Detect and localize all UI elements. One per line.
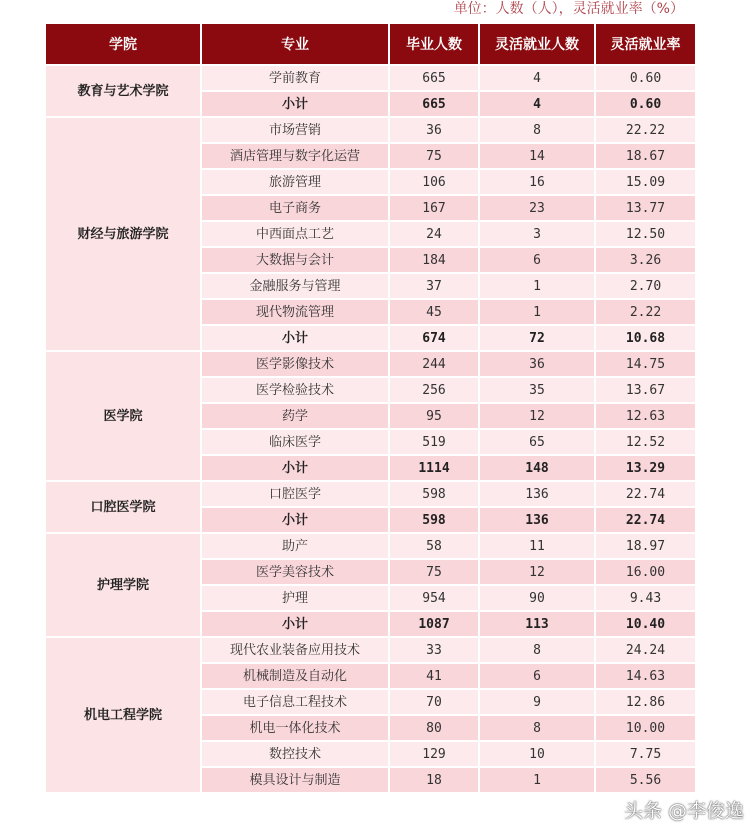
college-cell: 医学院 [46, 352, 200, 480]
flexible-count-cell: 1 [480, 768, 594, 792]
major-cell: 医学检验技术 [202, 378, 388, 402]
flexible-count-cell: 35 [480, 378, 594, 402]
header-graduates: 毕业人数 [390, 24, 478, 64]
graduates-cell: 1114 [390, 456, 478, 480]
flexible-count-cell: 6 [480, 248, 594, 272]
flexible-rate-cell: 18.67 [596, 144, 695, 168]
major-cell: 金融服务与管理 [202, 274, 388, 298]
flexible-count-cell: 4 [480, 92, 594, 116]
flexible-count-cell: 8 [480, 638, 594, 662]
flexible-count-cell: 11 [480, 534, 594, 558]
unit-note: 单位：人数（人），灵活就业率（%） [453, 1, 684, 17]
graduates-cell: 70 [390, 690, 478, 714]
flexible-rate-cell: 10.40 [596, 612, 695, 636]
flexible-count-cell: 4 [480, 66, 594, 90]
flexible-rate-cell: 0.60 [596, 92, 695, 116]
flexible-count-cell: 36 [480, 352, 594, 376]
college-cell: 财经与旅游学院 [46, 118, 200, 350]
flexible-count-cell: 14 [480, 144, 594, 168]
flexible-count-cell: 23 [480, 196, 594, 220]
graduates-cell: 36 [390, 118, 478, 142]
major-cell: 学前教育 [202, 66, 388, 90]
graduates-cell: 256 [390, 378, 478, 402]
header-major: 专业 [202, 24, 388, 64]
flexible-count-cell: 148 [480, 456, 594, 480]
major-cell: 小计 [202, 456, 388, 480]
graduates-cell: 244 [390, 352, 478, 376]
flexible-rate-cell: 22.22 [596, 118, 695, 142]
graduates-cell: 184 [390, 248, 478, 272]
graduates-cell: 674 [390, 326, 478, 350]
graduates-cell: 598 [390, 482, 478, 506]
flexible-count-cell: 8 [480, 118, 594, 142]
flexible-rate-cell: 13.77 [596, 196, 695, 220]
graduates-cell: 598 [390, 508, 478, 532]
major-cell: 模具设计与制造 [202, 768, 388, 792]
watermark: 头条 @李俊逸 [623, 800, 744, 822]
graduates-cell: 75 [390, 144, 478, 168]
flexible-count-cell: 10 [480, 742, 594, 766]
flexible-rate-cell: 7.75 [596, 742, 695, 766]
graduates-cell: 129 [390, 742, 478, 766]
major-cell: 机械制造及自动化 [202, 664, 388, 688]
flexible-rate-cell: 0.60 [596, 66, 695, 90]
header-flexible-count: 灵活就业人数 [480, 24, 594, 64]
flexible-count-cell: 12 [480, 404, 594, 428]
major-cell: 小计 [202, 508, 388, 532]
graduates-cell: 18 [390, 768, 478, 792]
major-cell: 电子商务 [202, 196, 388, 220]
flexible-rate-cell: 13.29 [596, 456, 695, 480]
major-cell: 现代物流管理 [202, 300, 388, 324]
graduates-cell: 75 [390, 560, 478, 584]
graduates-cell: 106 [390, 170, 478, 194]
graduates-cell: 33 [390, 638, 478, 662]
flexible-count-cell: 1 [480, 274, 594, 298]
flexible-rate-cell: 16.00 [596, 560, 695, 584]
college-cell: 教育与艺术学院 [46, 66, 200, 116]
flexible-rate-cell: 2.70 [596, 274, 695, 298]
flexible-count-cell: 8 [480, 716, 594, 740]
major-cell: 护理 [202, 586, 388, 610]
flexible-rate-cell: 13.67 [596, 378, 695, 402]
flexible-rate-cell: 2.22 [596, 300, 695, 324]
major-cell: 医学美容技术 [202, 560, 388, 584]
major-cell: 药学 [202, 404, 388, 428]
flexible-rate-cell: 5.56 [596, 768, 695, 792]
flexible-rate-cell: 15.09 [596, 170, 695, 194]
major-cell: 口腔医学 [202, 482, 388, 506]
flexible-count-cell: 12 [480, 560, 594, 584]
table-row [46, 352, 695, 376]
flexible-count-cell: 65 [480, 430, 594, 454]
graduates-cell: 95 [390, 404, 478, 428]
header-flexible-rate: 灵活就业率 [596, 24, 695, 64]
flexible-rate-cell: 22.74 [596, 508, 695, 532]
flexible-rate-cell: 10.68 [596, 326, 695, 350]
graduates-cell: 1087 [390, 612, 478, 636]
graduates-cell: 58 [390, 534, 478, 558]
major-cell: 旅游管理 [202, 170, 388, 194]
flexible-count-cell: 1 [480, 300, 594, 324]
major-cell: 小计 [202, 92, 388, 116]
graduates-cell: 665 [390, 66, 478, 90]
header-college: 学院 [46, 24, 200, 64]
flexible-count-cell: 90 [480, 586, 594, 610]
table-body [46, 66, 695, 792]
flexible-count-cell: 9 [480, 690, 594, 714]
flexible-count-cell: 136 [480, 482, 594, 506]
graduates-cell: 24 [390, 222, 478, 246]
flexible-rate-cell: 18.97 [596, 534, 695, 558]
major-cell: 电子信息工程技术 [202, 690, 388, 714]
table-row [46, 482, 695, 506]
flexible-rate-cell: 12.86 [596, 690, 695, 714]
major-cell: 酒店管理与数字化运营 [202, 144, 388, 168]
table-row [46, 118, 695, 142]
flexible-rate-cell: 12.50 [596, 222, 695, 246]
major-cell: 大数据与会计 [202, 248, 388, 272]
table-row [46, 638, 695, 662]
flexible-rate-cell: 14.63 [596, 664, 695, 688]
major-cell: 医学影像技术 [202, 352, 388, 376]
header-row [46, 24, 695, 64]
college-cell: 口腔医学院 [46, 482, 200, 532]
flexible-count-cell: 3 [480, 222, 594, 246]
flexible-count-cell: 6 [480, 664, 594, 688]
graduates-cell: 37 [390, 274, 478, 298]
graduates-cell: 954 [390, 586, 478, 610]
major-cell: 机电一体化技术 [202, 716, 388, 740]
graduates-cell: 665 [390, 92, 478, 116]
graduates-cell: 45 [390, 300, 478, 324]
flexible-rate-cell: 9.43 [596, 586, 695, 610]
major-cell: 市场营销 [202, 118, 388, 142]
flexible-rate-cell: 3.26 [596, 248, 695, 272]
major-cell: 小计 [202, 326, 388, 350]
flexible-count-cell: 136 [480, 508, 594, 532]
graduates-cell: 41 [390, 664, 478, 688]
major-cell: 现代农业装备应用技术 [202, 638, 388, 662]
graduates-cell: 80 [390, 716, 478, 740]
flexible-rate-cell: 12.52 [596, 430, 695, 454]
flexible-rate-cell: 14.75 [596, 352, 695, 376]
graduates-cell: 519 [390, 430, 478, 454]
flexible-rate-cell: 10.00 [596, 716, 695, 740]
major-cell: 数控技术 [202, 742, 388, 766]
flexible-count-cell: 16 [480, 170, 594, 194]
flexible-rate-cell: 22.74 [596, 482, 695, 506]
flexible-count-cell: 113 [480, 612, 594, 636]
college-cell: 护理学院 [46, 534, 200, 636]
flexible-rate-cell: 24.24 [596, 638, 695, 662]
table-row [46, 534, 695, 558]
major-cell: 临床医学 [202, 430, 388, 454]
major-cell: 助产 [202, 534, 388, 558]
table-row [46, 66, 695, 90]
flexible-count-cell: 72 [480, 326, 594, 350]
major-cell: 中西面点工艺 [202, 222, 388, 246]
major-cell: 小计 [202, 612, 388, 636]
employment-table [44, 22, 697, 794]
flexible-rate-cell: 12.63 [596, 404, 695, 428]
graduates-cell: 167 [390, 196, 478, 220]
college-cell: 机电工程学院 [46, 638, 200, 792]
